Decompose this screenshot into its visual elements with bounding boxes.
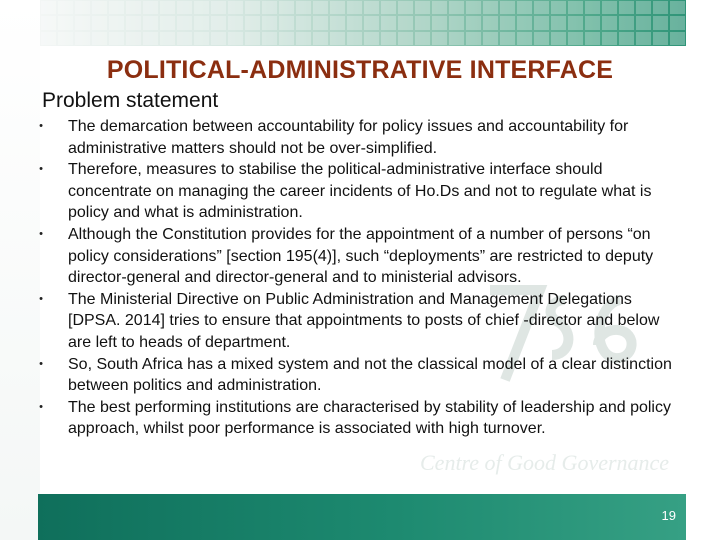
banner-tile xyxy=(551,1,566,14)
banner-tile xyxy=(449,32,464,45)
banner-tile xyxy=(330,16,345,29)
bullet-text: The best performing institutions are characterised by stability of leadership and policy approach, whilst poor performance is associated with high turnover. xyxy=(68,398,671,438)
banner-tile xyxy=(432,16,447,29)
banner-tile xyxy=(58,16,73,29)
banner-tile xyxy=(449,1,464,14)
banner-tile xyxy=(585,32,600,45)
banner-tile xyxy=(568,32,583,45)
banner-tile xyxy=(670,16,685,29)
bullet-text: The demarcation between accountability for policy issues and accountability for administrative matters should not be over-simplified. xyxy=(68,118,629,157)
banner-tile xyxy=(551,16,566,29)
bullet-text: So, South Africa has a mixed system and not the classical model of a clear distinction between politics and administration. xyxy=(68,355,672,395)
banner-tile xyxy=(347,16,362,29)
banner-tile xyxy=(313,32,328,45)
banner-tile xyxy=(466,1,481,14)
banner-tile xyxy=(568,16,583,29)
banner-tile xyxy=(126,16,141,29)
banner-tile xyxy=(585,1,600,14)
bullet-dot-icon: • xyxy=(39,400,43,413)
banner-tile xyxy=(636,1,651,14)
banner-tile xyxy=(602,1,617,14)
svg-text:Centre of Good Governance: Centre of Good Governance xyxy=(420,450,670,475)
banner-tile xyxy=(670,32,685,45)
banner-tile xyxy=(466,32,481,45)
banner-tile xyxy=(500,1,515,14)
banner-tile xyxy=(330,1,345,14)
bullet-dot-icon: • xyxy=(39,292,43,305)
bullet-dot-icon: • xyxy=(39,357,43,370)
banner-tile xyxy=(347,1,362,14)
banner-tile xyxy=(517,32,532,45)
banner-tile xyxy=(126,1,141,14)
banner-tile xyxy=(143,1,158,14)
banner-tile xyxy=(296,32,311,45)
banner-tile xyxy=(398,16,413,29)
bullet-text: The Ministerial Directive on Public Administration and Management Delegations [DPSA. 2014] tries to ensure that appointments to posts of chief -director and below are left to heads of department. xyxy=(68,290,660,351)
banner-tile xyxy=(92,1,107,14)
banner-tile xyxy=(330,32,345,45)
banner-tile xyxy=(41,16,56,29)
banner-tile xyxy=(313,1,328,14)
banner-tile xyxy=(92,32,107,45)
banner-tile xyxy=(211,1,226,14)
banner-tile xyxy=(75,32,90,45)
banner-tile xyxy=(75,1,90,14)
banner-tile xyxy=(466,16,481,29)
banner-tile xyxy=(483,1,498,14)
banner-tile xyxy=(92,16,107,29)
bullet-list xyxy=(40,116,685,440)
banner-tile xyxy=(41,1,56,14)
banner-tile xyxy=(483,16,498,29)
banner-tile xyxy=(279,1,294,14)
banner-tile xyxy=(347,32,362,45)
banner-tile xyxy=(109,1,124,14)
slide-subtitle: Problem statement xyxy=(42,89,219,112)
banner-tile xyxy=(245,16,260,29)
banner-tile xyxy=(653,1,668,14)
bullet-text: Although the Constitution provides for the appointment of a number of persons “on policy considerations” [section 195(4)], such “deployments” are restricted to deputy director-general and director-general and to ministerial advisors. xyxy=(68,225,654,287)
banner-tile xyxy=(364,32,379,45)
banner-tile xyxy=(551,32,566,45)
banner-tile xyxy=(517,16,532,29)
banner-tile xyxy=(296,1,311,14)
banner-tile xyxy=(58,32,73,45)
banner-tile xyxy=(602,16,617,29)
banner-tile xyxy=(262,32,277,45)
banner-tile xyxy=(160,1,175,14)
banner-tile xyxy=(619,16,634,29)
banner-tile xyxy=(228,1,243,14)
bullet-text: Therefore, measures to stabilise the political-administrative interface should concentrate on managing the career incidents of Ho.Ds and not to regulate what is policy and what is administration. xyxy=(68,161,652,222)
banner-tile xyxy=(177,1,192,14)
banner-tile xyxy=(177,32,192,45)
bullet-item xyxy=(40,224,685,289)
banner-tile xyxy=(245,32,260,45)
banner-tile xyxy=(313,16,328,29)
banner-tile xyxy=(126,32,141,45)
banner-tile xyxy=(415,16,430,29)
banner-tile xyxy=(432,1,447,14)
banner-tile xyxy=(41,32,56,45)
banner-tile xyxy=(619,1,634,14)
bullet-dot-icon: • xyxy=(39,120,43,132)
banner-tile xyxy=(432,32,447,45)
banner-tile xyxy=(636,32,651,45)
banner-tile xyxy=(619,32,634,45)
footer-bar xyxy=(38,494,686,540)
banner-tile xyxy=(534,1,549,14)
banner-tile xyxy=(483,32,498,45)
slide-title: POLITICAL-ADMINISTRATIVE INTERFACE xyxy=(106,56,614,84)
banner-tile xyxy=(211,32,226,45)
banner-tile xyxy=(381,32,396,45)
banner-tile xyxy=(160,16,175,29)
banner-tile xyxy=(415,1,430,14)
banner-tile xyxy=(602,32,617,45)
banner-tile xyxy=(160,32,175,45)
bullet-item xyxy=(40,354,685,397)
banner-tile xyxy=(194,16,209,29)
banner-tile xyxy=(364,16,379,29)
bullet-dot-icon: • xyxy=(39,163,43,176)
banner-tile xyxy=(262,16,277,29)
left-decorative-strip xyxy=(0,0,40,540)
banner-tiles xyxy=(40,0,686,46)
top-mosaic-banner xyxy=(40,0,686,46)
bullet-item xyxy=(40,397,685,440)
banner-tile xyxy=(296,16,311,29)
banner-tile xyxy=(75,16,90,29)
banner-tile xyxy=(279,32,294,45)
banner-tile xyxy=(109,16,124,29)
banner-tile xyxy=(262,1,277,14)
banner-tile xyxy=(58,1,73,14)
banner-tile xyxy=(415,32,430,45)
banner-tile xyxy=(194,1,209,14)
banner-tile xyxy=(279,16,294,29)
banner-tile xyxy=(670,1,685,14)
banner-tile xyxy=(568,1,583,14)
banner-tile xyxy=(585,16,600,29)
banner-tile xyxy=(381,1,396,14)
banner-tile xyxy=(398,1,413,14)
banner-tile xyxy=(143,32,158,45)
banner-tile xyxy=(449,16,464,29)
banner-tile xyxy=(534,16,549,29)
banner-tile xyxy=(228,32,243,45)
banner-tile xyxy=(143,16,158,29)
bullet-item xyxy=(40,159,685,224)
banner-tile xyxy=(194,32,209,45)
banner-tile xyxy=(653,16,668,29)
bullet-dot-icon: • xyxy=(39,227,43,240)
banner-tile xyxy=(364,1,379,14)
banner-tile xyxy=(109,32,124,45)
bullet-item xyxy=(40,116,685,159)
banner-tile xyxy=(398,32,413,45)
banner-tile xyxy=(500,32,515,45)
banner-tile xyxy=(381,16,396,29)
banner-tile xyxy=(211,16,226,29)
banner-tile xyxy=(653,32,668,45)
banner-tile xyxy=(517,1,532,14)
bullet-item xyxy=(40,289,685,354)
banner-tile xyxy=(636,16,651,29)
banner-tile xyxy=(534,32,549,45)
banner-tile xyxy=(228,16,243,29)
banner-tile xyxy=(177,16,192,29)
banner-tile xyxy=(245,1,260,14)
page-number: 19 xyxy=(661,508,676,523)
banner-tile xyxy=(500,16,515,29)
